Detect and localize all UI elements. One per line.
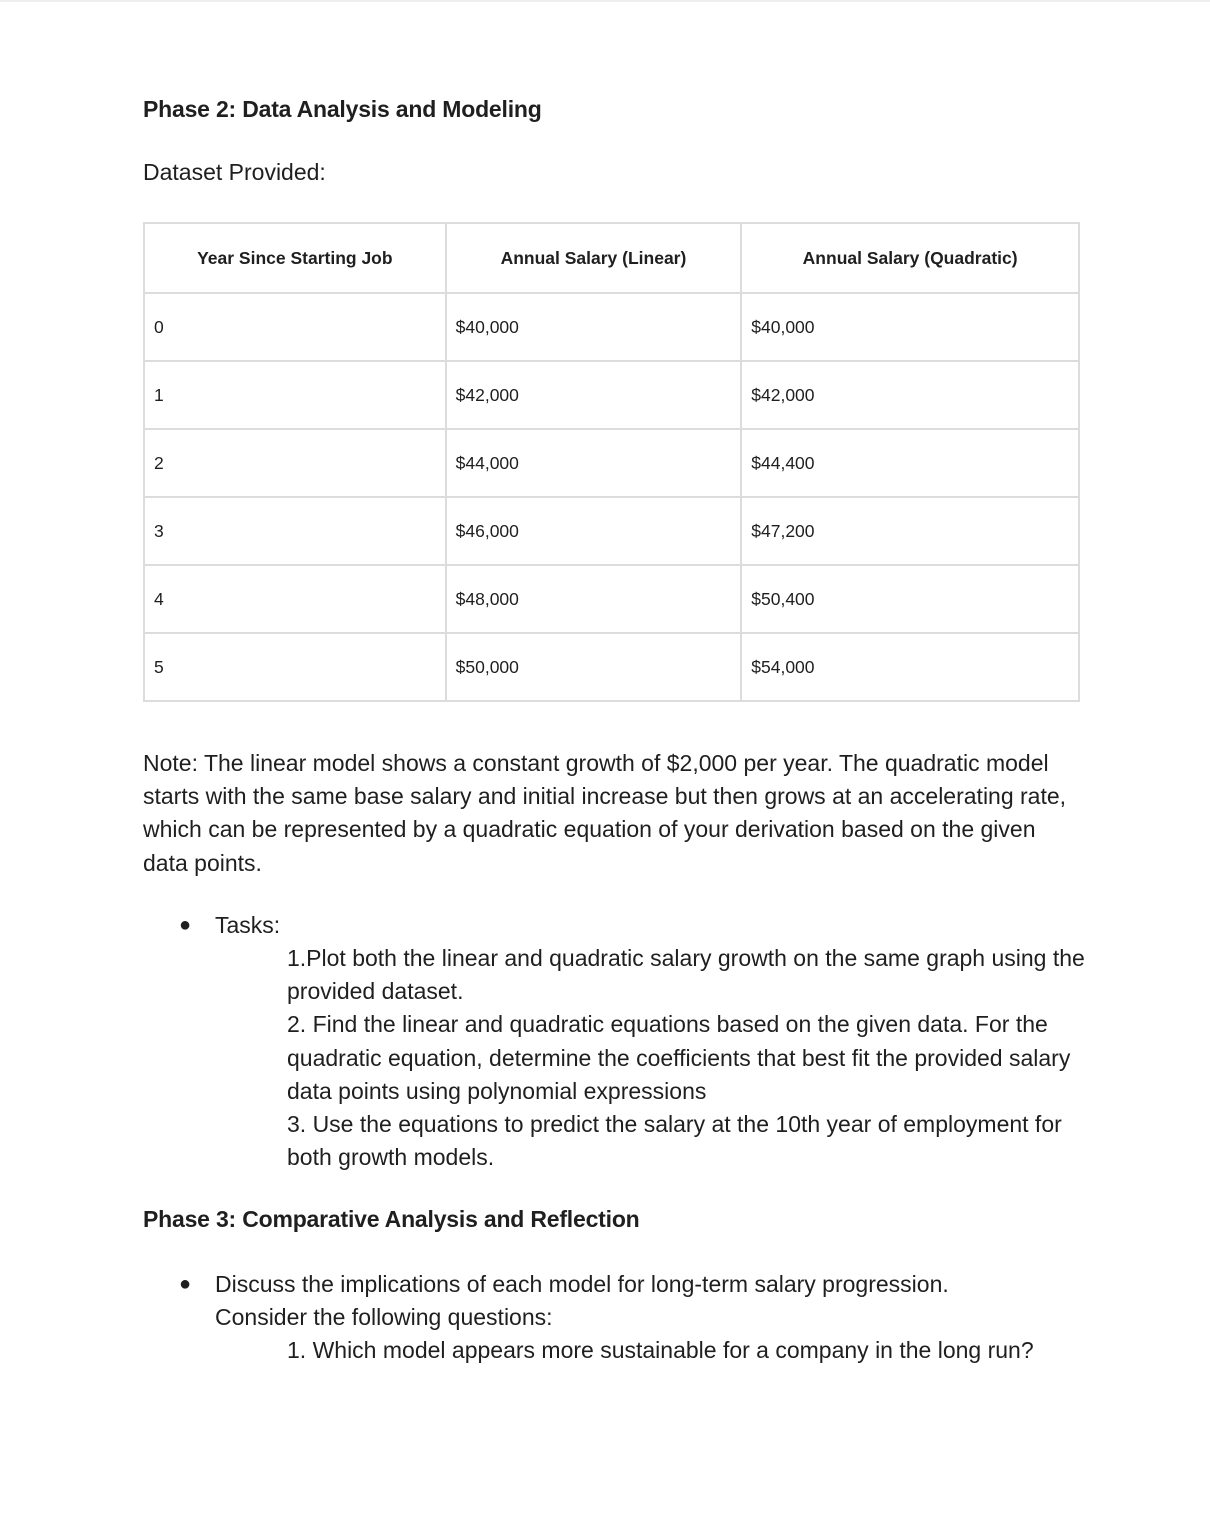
tasks-bullet — [143, 909, 1080, 942]
cell-quadratic: $47,200 — [741, 497, 1079, 565]
table-row — [144, 633, 1079, 701]
note-paragraph: Note: The linear model shows a constant growth of $2,000 per year. The quadratic model starts with the same base salary and initial increase but then grows at an accelerating rate, which can be represented by a quadratic equation of your derivation based on the given data points. — [143, 750, 1067, 876]
discuss-bullet — [143, 1268, 1080, 1334]
cell-linear: $46,000 — [446, 497, 742, 565]
question-list — [287, 1334, 1087, 1367]
header-quadratic: Annual Salary (Quadratic) — [741, 223, 1079, 293]
cell-quadratic: $54,000 — [741, 633, 1079, 701]
list-item: 1.Plot both the linear and quadratic salary growth on the same graph using the provided dataset. — [287, 945, 1085, 1005]
phase2-heading: Phase 2: Data Analysis and Modeling — [143, 96, 542, 122]
cell-linear: $42,000 — [446, 361, 742, 429]
cell-linear: $40,000 — [446, 293, 742, 361]
discuss-text: Discuss the implications of each model for long-term salary progression. Consider the following questions: — [215, 1271, 949, 1331]
table-row — [144, 293, 1079, 361]
tasks-section — [143, 909, 1085, 1174]
cell-quadratic: $44,400 — [741, 429, 1079, 497]
header-year: Year Since Starting Job — [144, 223, 446, 293]
bullet-icon: ● — [179, 914, 192, 936]
list-item: 1. Which model appears more sustainable for a company in the long run? — [287, 1337, 1034, 1364]
phase3-heading: Phase 3: Comparative Analysis and Reflection — [143, 1206, 640, 1232]
cell-linear: $50,000 — [446, 633, 742, 701]
header-linear: Annual Salary (Linear) — [446, 223, 742, 293]
bullet-icon: ● — [179, 1273, 192, 1295]
cell-year: 3 — [144, 497, 446, 565]
cell-year: 4 — [144, 565, 446, 633]
table-row — [144, 497, 1079, 565]
task-list — [287, 942, 1087, 1174]
table-row — [144, 361, 1079, 429]
tasks-label: Tasks: — [215, 912, 281, 938]
cell-linear: $44,000 — [446, 429, 742, 497]
cell-year: 2 — [144, 429, 446, 497]
cell-linear: $48,000 — [446, 565, 742, 633]
list-item: 3. Use the equations to predict the salary at the 10th year of employment for both growth models. — [287, 1111, 1062, 1171]
table-row — [144, 565, 1079, 633]
cell-quadratic: $42,000 — [741, 361, 1079, 429]
cell-quadratic: $50,400 — [741, 565, 1079, 633]
cell-quadratic: $40,000 — [741, 293, 1079, 361]
salary-table — [143, 222, 1080, 702]
table-header-row — [144, 223, 1079, 293]
discussion-section — [143, 1268, 1080, 1368]
dataset-label: Dataset Provided: — [143, 159, 326, 185]
cell-year: 1 — [144, 361, 446, 429]
cell-year: 5 — [144, 633, 446, 701]
cell-year: 0 — [144, 293, 446, 361]
list-item: 2. Find the linear and quadratic equations based on the given data. For the quadratic equation, determine the coefficients that best fit the provided salary data points using polynomial expressions — [287, 1011, 1071, 1104]
page-top-border — [0, 0, 1210, 2]
table-row — [144, 429, 1079, 497]
